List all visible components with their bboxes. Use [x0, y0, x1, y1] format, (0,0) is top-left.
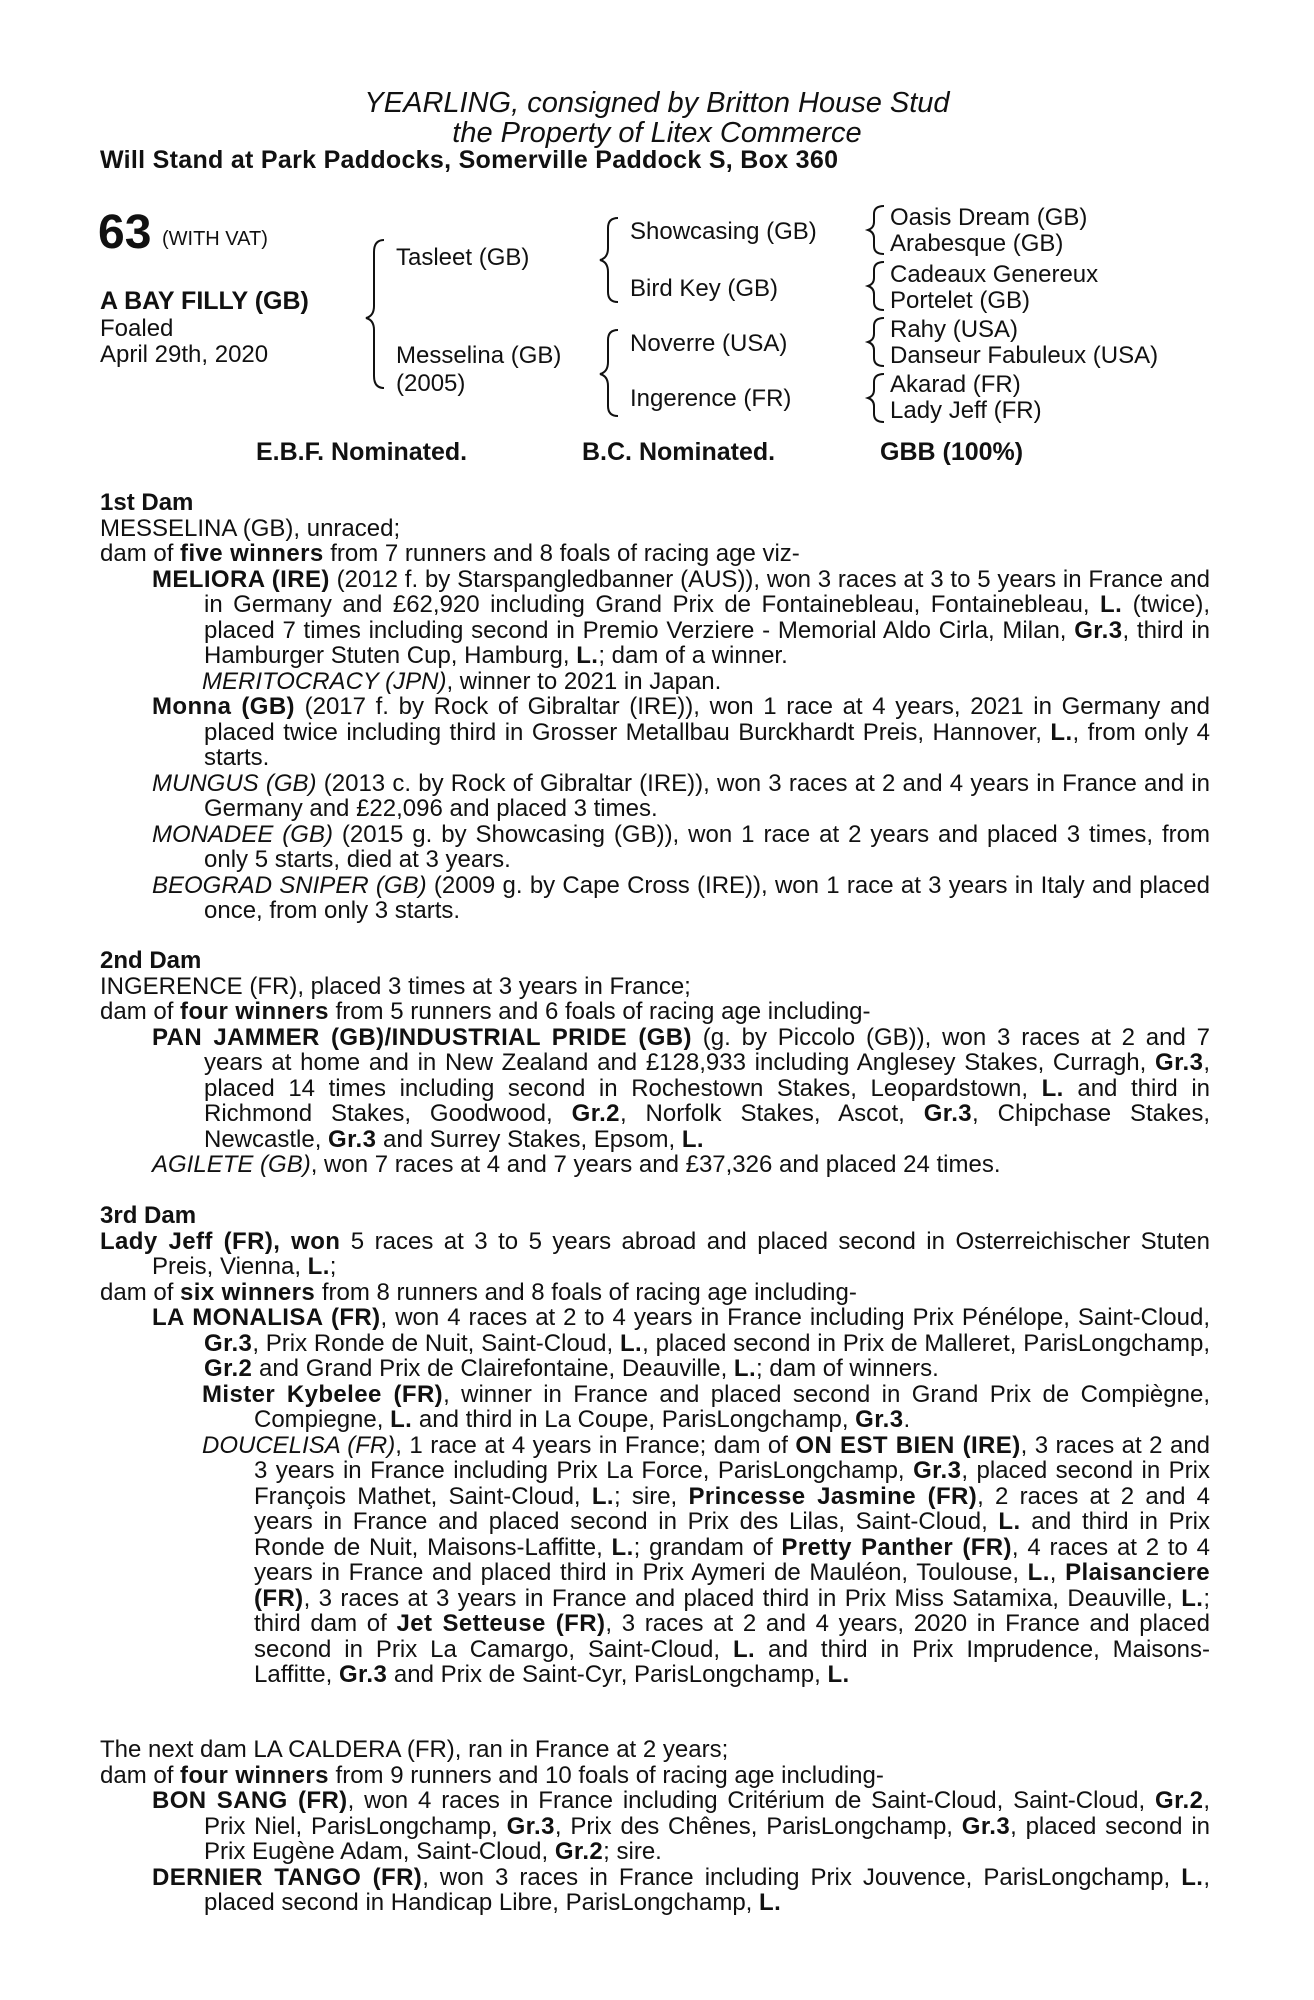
third-dam-produce-line: dam of six winners from 8 runners and 8 foals of racing age including- [100, 1278, 857, 1306]
produce-pan-jammer: PAN JAMMER (GB)/INDUSTRIAL PRIDE (GB) (g. by Piccolo (GB)), won 3 races at 2 and 7 years at home and in New Zealand and £128,933 including Anglesey Stakes, Curragh, Gr.3, placed 14 times including second in Rochestown Stakes, Leopardstown, L. and third in Richmond Stakes, Goodwood, Gr.2, Norfolk Stakes, Ascot, Gr.3, Chipchase Stakes, Newcastle, Gr.3 and Surrey Stakes, Epsom, L. [152, 1023, 1211, 1153]
dsd: Danseur Fabuleux (USA) [890, 342, 1159, 369]
ddd: Lady Jeff (FR) [890, 397, 1042, 424]
sire-name: Tasleet (GB) [396, 244, 530, 271]
sire-dam: Bird Key (GB) [630, 275, 779, 302]
bracket-dam [600, 330, 618, 416]
third-dam-section [100, 1203, 1210, 1688]
next-dam-section [100, 1737, 1210, 1916]
produce-la-monalisa: LA MONALISA (FR), won 4 races at 2 to 4 years in France including Prix Pénélope, Saint-Cloud, Gr.3, Prix Ronde de Nuit, Saint-Cloud, L., placed second in Prix de Malleret, ParisLongchamp, Gr.2 and Grand Prix de Clairefontaine, Deauville, L.; dam of winners. [152, 1304, 1211, 1382]
second-dam-line: INGERENCE (FR), placed 3 times at 3 years in France; [100, 972, 691, 1000]
bracket-main [366, 240, 384, 388]
produce-meritocracy: MERITOCRACY (JPN), winner to 2021 in Japan. [202, 667, 722, 695]
produce-beograd-sniper: BEOGRAD SNIPER (GB) (2009 g. by Cape Cross (IRE)), won 1 race at 3 years in Italy and placed once, from only 3 starts. [152, 871, 1210, 924]
produce-meliora: MELIORA (IRE) (2012 f. by Starspangledbanner (AUS)), won 3 races at 3 to 5 years in France and in Germany and £62,920 including Grand Prix de Fontainebleau, Fontainebleau, L. (twice), placed 7 times including second in Premio Verziere - Memorial Aldo Cirla, Milan, Gr.3, third in Hamburger Stuten Cup, Hamburg, L.; dam of a winner. [152, 565, 1211, 669]
venue-line: Will Stand at Park Paddocks, Somerville Paddock S, Box 360 [100, 146, 839, 174]
bracket-ss [868, 206, 884, 254]
second-dam-heading: 2nd Dam [100, 947, 202, 974]
bracket-dd [868, 374, 884, 422]
next-dam-line: The next dam LA CALDERA (FR), ran in France at 2 years; [100, 1736, 729, 1763]
bracket-sire [600, 218, 618, 302]
first-dam-section [100, 490, 1210, 924]
dds: Akarad (FR) [890, 371, 1021, 398]
sds: Cadeaux Genereux [890, 261, 1099, 288]
produce-doucelisa: DOUCELISA (FR), 1 race at 4 years in France; dam of ON EST BIEN (IRE), 3 races at 2 and 3 years in France including Prix La Force, ParisLongchamp, Gr.3, placed second in Prix François Mathet, Saint-Cloud, L.; sire, Princesse Jasmine (FR), 2 races at 2 and 4 years in France and placed second in Prix des Lilas, Saint-Cloud, L. and third in Prix Ronde de Nuit, Maisons-Laffitte, L.; grandam of Pretty Panther (FR), 4 races at 2 to 4 years in France and placed third in Prix Aymeri de Mauléon, Toulouse, L., Plaisanciere (FR), 3 races at 3 years in France and placed third in Prix Miss Satamixa, Deauville, L.; third dam of Jet Setteuse (FR), 3 races at 2 and 4 years, 2020 in France and placed second in Prix La Camargo, Saint-Cloud, L. and third in Prix Imprudence, Maisons-Laffitte, Gr.3 and Prix de Saint-Cyr, ParisLongchamp, L. [202, 1431, 1211, 1688]
first-dam-line: MESSELINA (GB), unraced; [100, 514, 401, 542]
dss: Rahy (USA) [890, 316, 1019, 343]
bracket-sd [868, 262, 884, 310]
produce-bon-sang: BON SANG (FR), won 4 races in France including Critérium de Saint-Cloud, Saint-Cloud, Gr.2, Prix Niel, ParisLongchamp, Gr.3, Prix des Chênes, ParisLongchamp, Gr.3, placed second in Prix Eugène Adam, Saint-Cloud, Gr.2; sire. [152, 1787, 1211, 1865]
produce-dernier-tango: DERNIER TANGO (FR), won 3 races in France including Prix Jouvence, ParisLongchamp, L., placed second in Handicap Libre, ParisLongchamp, L. [152, 1863, 1211, 1916]
produce-monna: Monna (GB) (2017 f. by Rock of Gibraltar (IRE)), won 1 race at 4 years, 2021 in Germany and placed twice including third in Grosser Metallbau Burckhardt Preis, Hannover, L., from only 4 starts. [152, 693, 1210, 771]
sss: Oasis Dream (GB) [890, 204, 1088, 231]
foaled-date: April 29th, 2020 [100, 341, 269, 368]
third-dam-line: Lady Jeff (FR), won 5 races at 3 to 5 years abroad and placed second in Osterreichischer Stuten Preis, Vienna, L.; [100, 1227, 1211, 1280]
next-dam-produce-line: dam of four winners from 9 runners and 10 foals of racing age including- [100, 1761, 884, 1789]
consignor-line: YEARLING, consigned by Britton House Stud [364, 87, 950, 119]
dam-sire: Noverre (USA) [630, 330, 788, 357]
first-dam-produce-line: dam of five winners from 7 runners and 8 foals of racing age viz- [100, 540, 800, 567]
bracket-ds [868, 318, 884, 366]
produce-mungus: MUNGUS (GB) (2013 c. by Rock of Gibraltar (IRE)), won 3 races at 2 and 4 years in France and in Germany and £22,096 and placed 3 times. [152, 769, 1210, 822]
second-dam-produce-line: dam of four winners from 5 runners and 6 foals of racing age including- [100, 998, 871, 1025]
dam-name: Messelina (GB) [396, 342, 562, 369]
first-dam-heading: 1st Dam [100, 489, 194, 516]
lot-name: A BAY FILLY (GB) [100, 287, 309, 315]
dam-year: (2005) [396, 370, 466, 397]
third-dam-heading: 3rd Dam [100, 1202, 197, 1229]
produce-agilete: AGILETE (GB), won 7 races at 4 and 7 years and £37,326 and placed 24 times. [152, 1151, 1001, 1178]
property-line: the Property of Litex Commerce [452, 117, 862, 149]
ssd: Arabesque (GB) [890, 230, 1064, 257]
dam-dam: Ingerence (FR) [630, 385, 792, 412]
sire-sire: Showcasing (GB) [630, 218, 817, 245]
ebf-nomination: E.B.F. Nominated. [256, 438, 468, 466]
foaled-label: Foaled [100, 315, 174, 342]
produce-monadee: MONADEE (GB) (2015 g. by Showcasing (GB)), won 1 race at 2 years and placed 3 times, from only 5 starts, died at 3 years. [152, 820, 1210, 873]
produce-mister-kybelee: Mister Kybelee (FR), winner in France and placed second in Grand Prix de Compiègne, Compiegne, L. and third in La Coupe, ParisLongchamp, Gr.3. [202, 1380, 1210, 1433]
sdd: Portelet (GB) [890, 287, 1031, 314]
bc-nomination: B.C. Nominated. [582, 438, 776, 466]
vat-note: (WITH VAT) [162, 228, 268, 250]
gbb-label: GBB (100%) [880, 438, 1024, 466]
lot-number: 63 [98, 206, 152, 259]
second-dam-section [100, 948, 1210, 1178]
